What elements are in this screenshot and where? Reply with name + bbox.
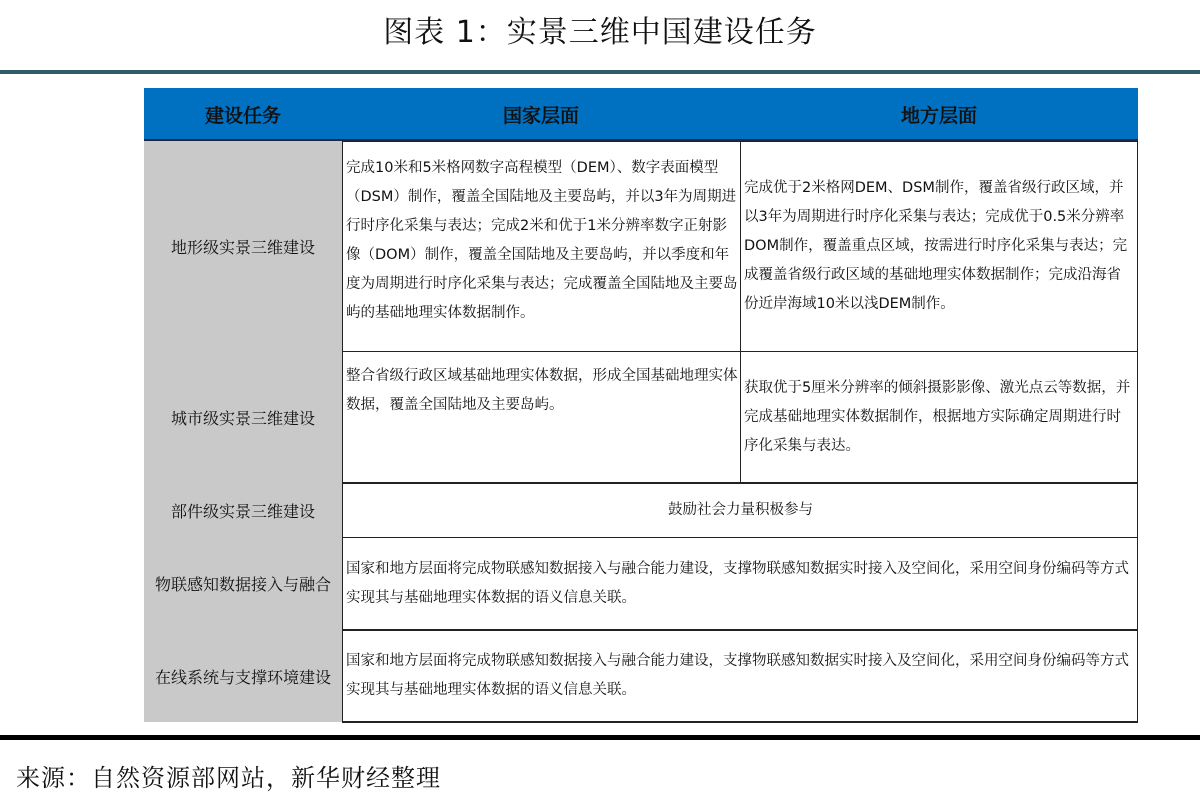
task-label-online-system: 在线系统与支撑环境建设 [144, 630, 342, 722]
cell-terrain-national [342, 141, 741, 352]
cell-online-system-merged [342, 630, 1138, 723]
bottom-divider [0, 735, 1200, 740]
cell-text: 国家和地方层面将完成物联感知数据接入与融合能力建设，支撑物联感知数据实时接入及空间化，采用空间身份编码等方式实现其与基础地理实体数据的语义信息关联。 [346, 653, 1129, 698]
cell-text: 完成优于2米格网DEM、DSM制作，覆盖省级行政区域，并以3年为周期进行时序化采集与表达；完成优于0.5米分辨率DOM制作，覆盖重点区域，按需进行时序化采集与表达；完成覆盖省级行政区域的基础地理实体数据制作；完成沿海省份近岸海域10米以浅DEM制作。 [744, 180, 1128, 312]
cell-text: 获取优于5厘米分辨率的倾斜摄影影像、激光点云等数据，并完成基础地理实体数据制作，根据地方实际确定周期进行时序化采集与表达。 [744, 379, 1131, 454]
task-label-component: 部件级实景三维建设 [144, 483, 342, 537]
figure-title: 图表 1：实景三维中国建设任务 [383, 15, 817, 50]
cell-city-local [740, 351, 1138, 484]
cell-text: 完成10米和5米格网数字高程模型（DEM）、数字表面模型（DSM）制作，覆盖全国陆地及主要岛屿，并以3年为周期进行时序化采集与表达；完成2米和优于1米分辨率数字正射影像（DOM）制作，覆盖全国陆地及主要岛屿，并以季度和年度为周期进行时序化采集与表达；完成覆盖全国陆地及主要岛屿的基础地理实体数据制作。 [346, 160, 738, 321]
cell-city-national [342, 351, 741, 484]
task-label-city: 城市级实景三维建设 [144, 351, 342, 483]
cell-iot-merged [342, 537, 1138, 631]
cell-component-merged [342, 483, 1138, 538]
task-label-iot: 物联感知数据接入与融合 [144, 537, 342, 630]
cell-terrain-local [740, 141, 1138, 352]
cell-text: 整合省级行政区域基础地理实体数据，形成全国基础地理实体数据，覆盖全国陆地及主要岛屿。 [346, 368, 738, 413]
top-divider [0, 70, 1200, 74]
task-label-terrain: 地形级实景三维建设 [144, 141, 342, 351]
header-national: 国家层面 [342, 88, 740, 140]
header-local: 地方层面 [740, 88, 1138, 140]
cell-text: 国家和地方层面将完成物联感知数据接入与融合能力建设，支撑物联感知数据实时接入及空间化，采用空间身份编码等方式实现其与基础地理实体数据的语义信息关联。 [346, 560, 1129, 606]
cell-text: 鼓励社会力量积极参与 [668, 502, 813, 518]
header-task: 建设任务 [144, 88, 342, 140]
source-note: 来源：自然资源部网站，新华财经整理 [16, 764, 441, 792]
